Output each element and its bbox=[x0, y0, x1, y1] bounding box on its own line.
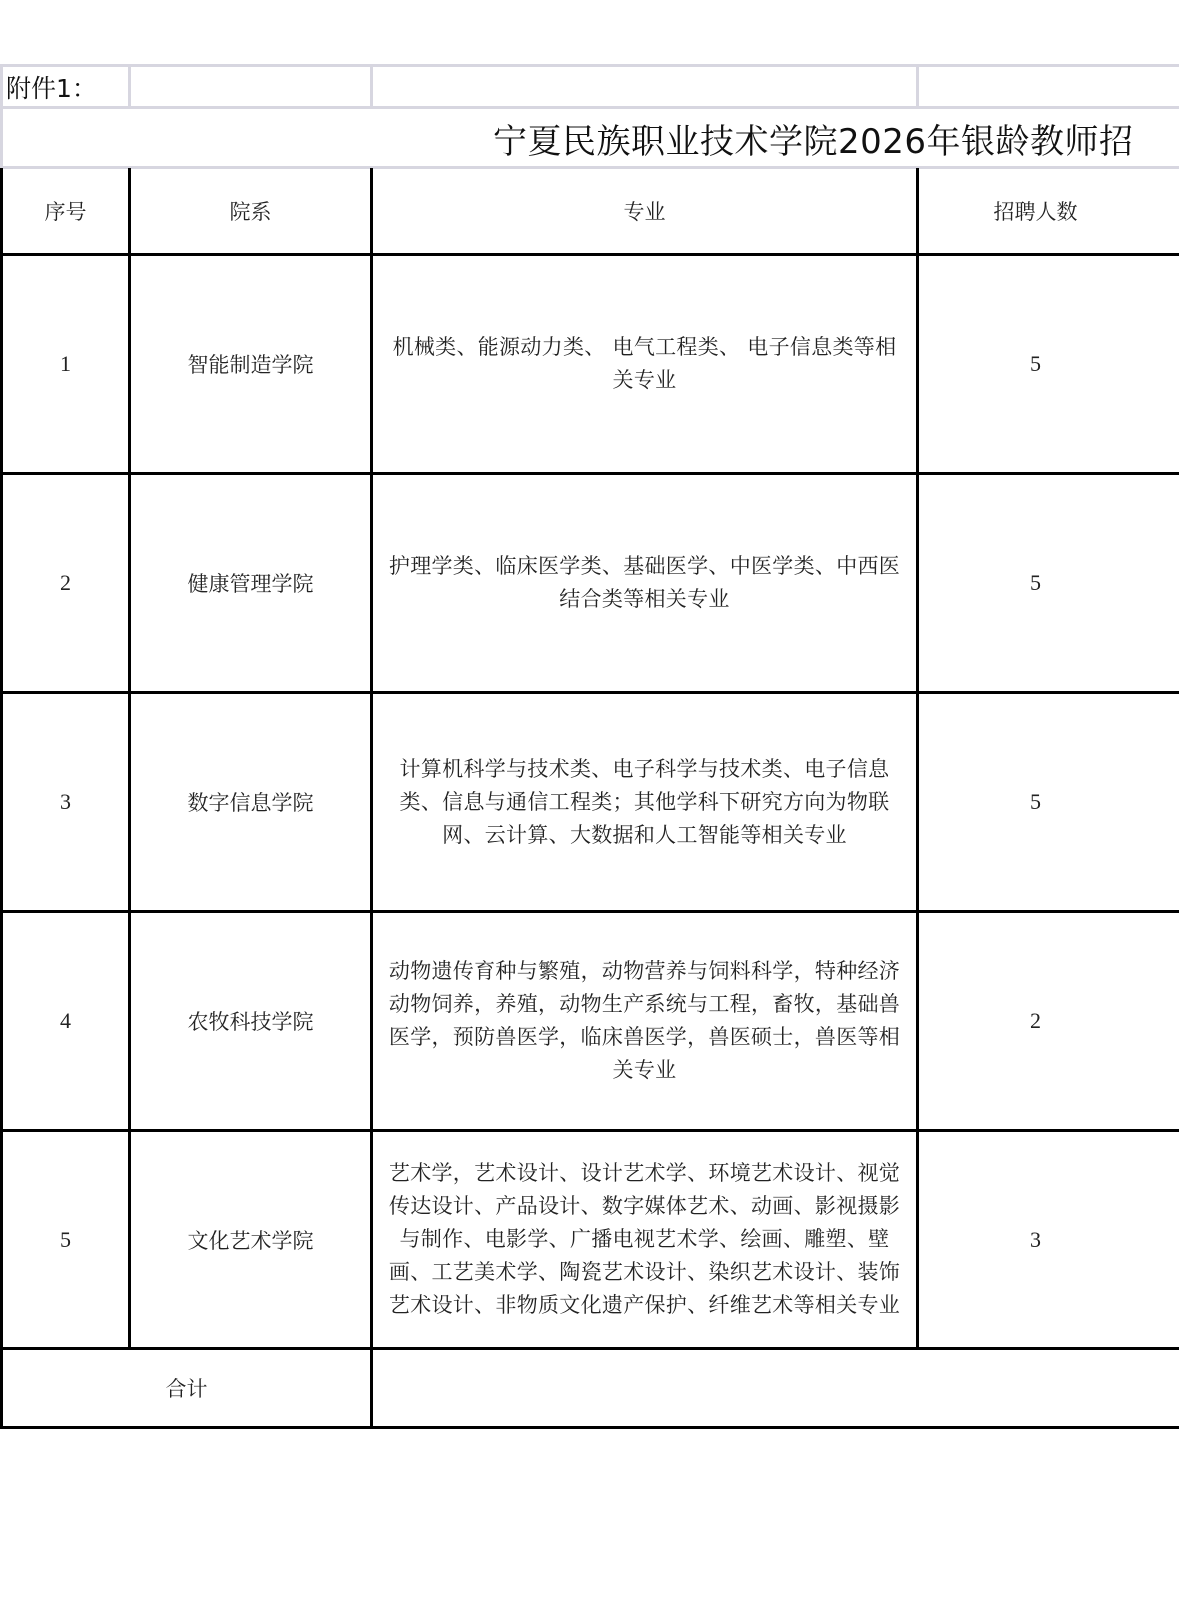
row-2-index[interactable]: 2 bbox=[60, 570, 71, 595]
header-index[interactable]: 序号 bbox=[44, 199, 87, 224]
document-title: 宁夏民族职业技术学院2026年银龄教师招 bbox=[493, 121, 1134, 162]
row-1-index[interactable]: 1 bbox=[60, 351, 71, 376]
row-5-index[interactable]: 5 bbox=[60, 1226, 71, 1252]
row-2-major[interactable] bbox=[373, 475, 916, 691]
row-1-major[interactable] bbox=[373, 256, 916, 472]
empty-cell[interactable] bbox=[919, 66, 1179, 106]
row-4-department[interactable]: 农牧科技学院 bbox=[187, 1010, 314, 1034]
row-3-headcount[interactable]: 5 bbox=[1030, 789, 1041, 814]
header-headcount[interactable]: 招聘人数 bbox=[993, 199, 1078, 224]
row-1-headcount[interactable]: 5 bbox=[1030, 351, 1041, 376]
row-4-major-text: 动物遗传育种与繁殖，动物营养与饲料科学，特种经济动物饲养，养殖，动物生产系统与工程，畜牧，基础兽医学，预防兽医学，临床兽医学，兽医硕士，兽医等相关专业 bbox=[388, 959, 901, 1082]
table-line bbox=[0, 1426, 1179, 1429]
row-2-headcount[interactable]: 5 bbox=[1030, 570, 1041, 595]
row-4-headcount[interactable]: 2 bbox=[1030, 1008, 1041, 1033]
row-3-major-text: 计算机科学与技术类、电子科学与技术类、电子信息类、信息与通信工程类；其他学科下研究方向为物联网、云计算、大数据和人工智能等相关专业 bbox=[399, 756, 890, 847]
empty-cell[interactable] bbox=[131, 66, 370, 106]
total-label[interactable]: 合计 bbox=[165, 1377, 208, 1401]
row-5-major-text: 艺术学，艺术设计、设计艺术学、环境艺术设计、视觉传达设计、产品设计、数字媒体艺术、动画、影视摄影与制作、电影学、广播电视艺术学、绘画、雕塑、壁画、工艺美术学、陶瓷艺术设计、染织艺术设计、装饰艺术设计、非物质文化遗产保护、纤维艺术等相关专业 bbox=[388, 1161, 901, 1317]
row-3-department[interactable]: 数字信息学院 bbox=[187, 791, 314, 815]
header-major[interactable]: 专业 bbox=[623, 199, 666, 224]
row-5-major[interactable] bbox=[373, 1132, 916, 1347]
empty-cell[interactable] bbox=[373, 66, 916, 106]
attachment-label: 附件1： bbox=[6, 73, 97, 103]
row-3-index[interactable]: 3 bbox=[60, 789, 71, 814]
total-value-cell[interactable] bbox=[373, 1350, 1179, 1426]
row-2-department[interactable]: 健康管理学院 bbox=[187, 572, 314, 596]
row-4-index[interactable]: 4 bbox=[60, 1008, 71, 1033]
row-2-major-text: 护理学类、临床医学类、基础医学、中医学类、中西医结合类等相关专业 bbox=[388, 554, 901, 611]
row-5-department[interactable]: 文化艺术学院 bbox=[187, 1228, 314, 1253]
row-4-major[interactable] bbox=[373, 913, 916, 1129]
row-1-department[interactable]: 智能制造学院 bbox=[187, 353, 314, 377]
header-department[interactable]: 院系 bbox=[229, 199, 272, 224]
row-3-major[interactable] bbox=[373, 694, 916, 910]
row-1-major-text: 机械类、能源动力类、 电气工程类、 电子信息类等相关专业 bbox=[392, 335, 897, 392]
row-5-headcount[interactable]: 3 bbox=[1030, 1226, 1041, 1252]
